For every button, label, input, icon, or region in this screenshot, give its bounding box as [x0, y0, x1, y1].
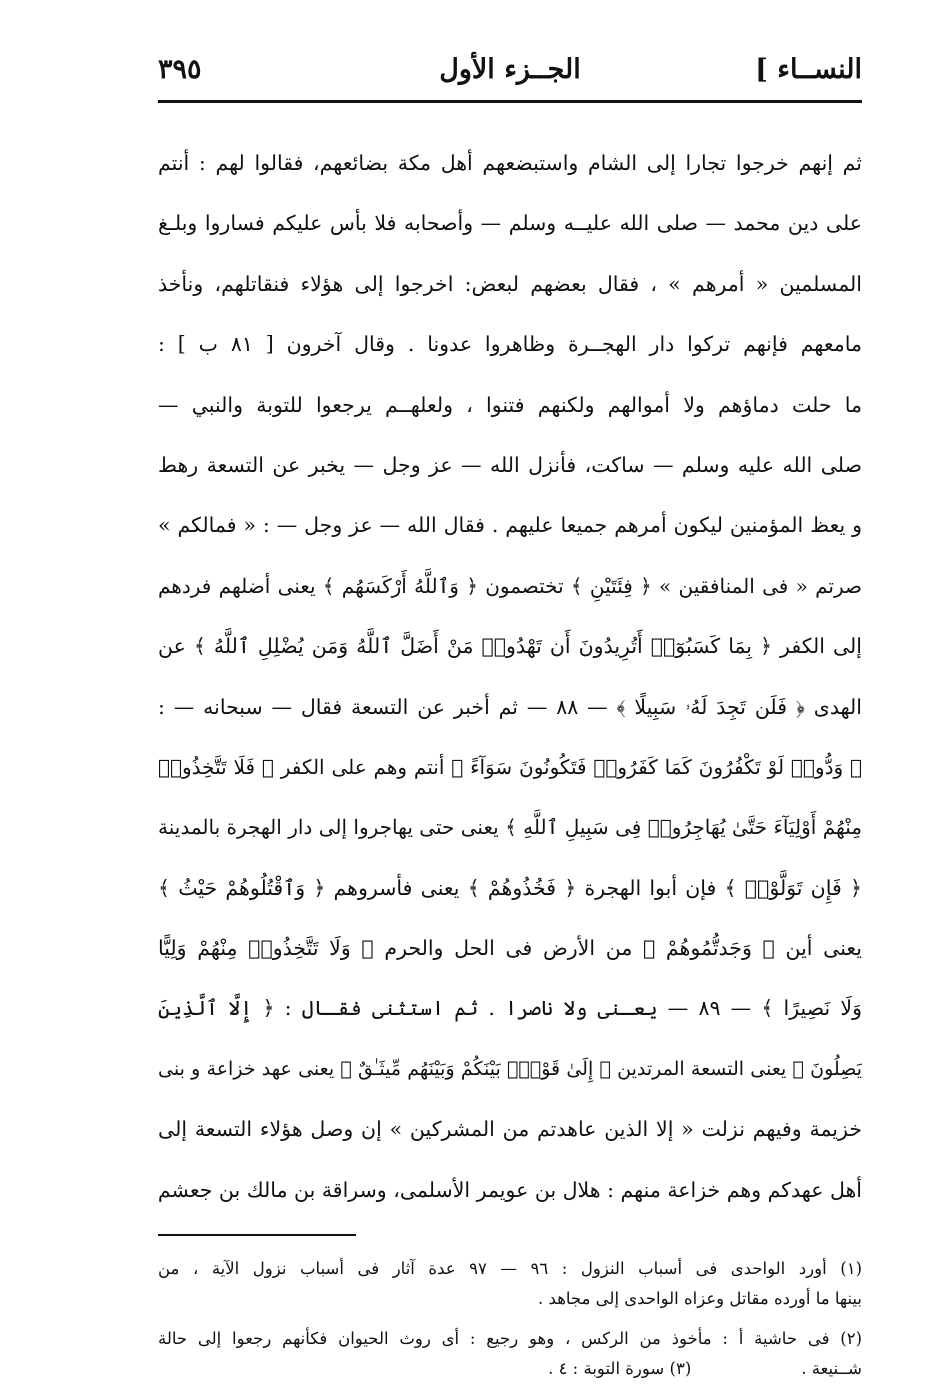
- footnote-separator-wrap: [158, 1220, 862, 1236]
- part-title: الجــزء الأول: [439, 54, 581, 85]
- text-line: مامعهم فإنهم تركوا دار الهجــرة وظاهروا عدونا . وقال آخرون [ ٨١ ب ] :: [158, 332, 862, 357]
- text-line: صلى الله عليه وسلم — ساكت، فأنزل الله — عز وجل — يخبر عن التسعة رهط: [158, 452, 862, 477]
- footnote-2-line-1: (٢) فى حاشية أ : مأخوذ من الركس ، وهو رجيع : أى روث الحيوان فكأنهم رجعوا إلى حالة: [158, 1329, 862, 1349]
- footnote-1-line-1: (١) أورد الواحدى فى أسباب النزول : ٩٦ — ٩٧ عدة آثار فى أسباب نزول الآية ، من: [158, 1259, 862, 1279]
- surah-title: النســاء ]: [755, 54, 862, 85]
- text-line: المسلمين « أمرهم » ، فقال بعضهم لبعض: اخرجوا إلى هؤلاء فنقاتلهم، ونأخذ: [158, 271, 862, 296]
- text-line: ثم إنهم خرجوا تجارا إلى الشام واستبضعهم أهل مكة بضائعهم، فقالوا لهم : أنتم: [158, 151, 862, 175]
- text-line: ما حلت دماؤهم ولا أموالهم ولكنهم فتنوا ، ولعلهــم يرجعوا للتوبة والنبي —: [158, 392, 862, 417]
- text-line: ﴿ فَإِن تَوَلَّوْا۟ ﴾ فإن أبوا الهجرة ﴿ فَخُذُوهُمْ ﴾ يعنى فأسروهم ﴿ وَٱقْتُلُوهُمْ حَيْثُ ﴾: [158, 875, 862, 900]
- text-line: أهل عهدكم وهم خزاعة منهم : هلال بن عويمر الأسلمى، وسراقة بن مالك بن جعشم: [158, 1177, 862, 1202]
- main-text: [158, 133, 862, 1220]
- footnote-separator: [158, 1234, 356, 1236]
- text-line: مِنْهُمْ أَوْلِيَآءَ حَتَّىٰ يُهَاجِرُوا۟ فِى سَبِيلِ ٱللَّهِ ﴾ يعنى حتى يهاجروا إلى دار الهجرة بالمدينة: [158, 815, 862, 840]
- text-line: إلى الكفر ﴿ بِمَا كَسَبُوٓا۟ أَتُرِيدُونَ أَن تَهْدُوا۟ مَنْ أَضَلَّ ٱللَّهُ وَمَن يُضْلِلِ ٱللَّهُ ﴾ عن: [158, 634, 862, 659]
- text-line: ﴿ وَدُّوا۟ لَوْ تَكْفُرُونَ كَمَا كَفَرُوا۟ فَتَكُونُونَ سَوَآءً ﴾ أنتم وهم على الكفر ﴿ فَلَا تَتَّخِذُوا۟: [158, 754, 862, 779]
- text-line: على دين محمد — صلى الله عليــه وسلم — وأصحابه فلا بأس عليكم فساروا وبلـغ: [158, 211, 862, 236]
- text-line: وَلَا نَصِيرًا ﴾ — ٨٩ — يعـنى ولا ناصرا . ثم استثنى فقـال : ﴿ إِلَّا ٱلَّذِينَ: [158, 996, 862, 1021]
- footnotes: [158, 1254, 862, 1384]
- footnote-1-line-2: بينها ما أورده مقاتل وعزاه الواحدى إلى مجاهد .: [538, 1289, 862, 1309]
- footnote-2-line-2: شــنيعة .: [801, 1359, 862, 1379]
- footnote-3: (٣) سورة التوبة : ٤ .: [548, 1359, 692, 1379]
- page-header: [158, 52, 862, 103]
- footnote-gap: [158, 1314, 862, 1324]
- text-line: صرتم « فى المنافقين » ﴿ فِئَتَيْنِ ﴾ تختصمون ﴿ وَٱللَّهُ أَرْكَسَهُم ﴾ يعنى أضلهم فردهم: [158, 573, 862, 598]
- page-number: ٣٩٥: [158, 54, 202, 85]
- text-line: يعنى أين ﴿ وَجَدتُّمُوهُمْ ﴾ من الأرض فى الحل والحرم ﴿ وَلَا تَتَّخِذُوا۟ مِنْهُمْ وَلِيًّا: [158, 936, 862, 961]
- text-line: يَصِلُونَ ﴾ يعنى التسعة المرتدين ﴿ إِلَىٰ قَوْمٍۭ بَيْنَكُمْ وَبَيْنَهُم مِّيثَـٰقٌ ﴾ يعنى عهد خزاعة و بنى: [158, 1057, 862, 1080]
- footnote-last-row: [158, 1354, 862, 1384]
- text-line: الهدى ﴿ فَلَن تَجِدَ لَهُۥ سَبِيلًا ﴾ — ٨٨ — ثم أخبر عن التسعة فقال — سبحانه — :: [158, 694, 862, 719]
- text-line: خزيمة وفيهم نزلت « إلا الذين عاهدتم من المشركين » إن وصل هؤلاء التسعة إلى: [158, 1117, 862, 1142]
- text-line: و يعظ المؤمنين ليكون أمرهم جميعا عليهم . فقال الله — عز وجل — : « فمالكم »: [158, 513, 862, 538]
